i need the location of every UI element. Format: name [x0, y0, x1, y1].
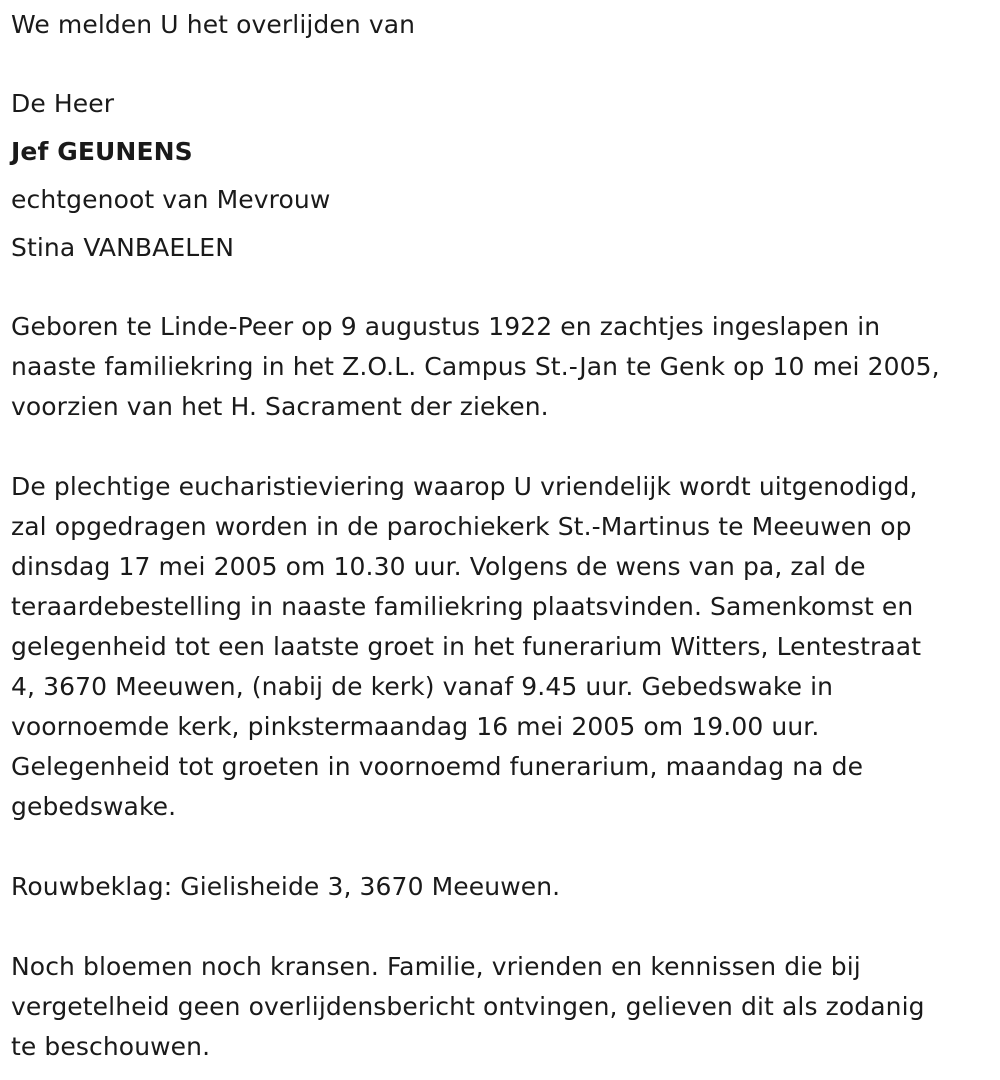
- paragraph-line: voornoemde kerk, pinkstermaandag 16 mei 2005 om 19.00 uur.: [11, 712, 820, 741]
- relation-text: echtgenoot van Mevrouw: [11, 185, 331, 214]
- paragraph-line: Noch bloemen noch kransen. Familie, vrienden en kennissen die bij: [11, 952, 861, 981]
- paragraph-line: voorzien van het H. Sacrament der zieken.: [11, 392, 549, 421]
- condolence-address: Rouwbeklag: Gielisheide 3, 3670 Meeuwen.: [11, 872, 561, 901]
- paragraph-line: gebedswake.: [11, 792, 177, 821]
- salutation: De Heer: [11, 89, 115, 118]
- paragraph-line: gelegenheid tot een laatste groet in het funerarium Witters, Lentestraat: [11, 632, 922, 661]
- paragraph-line: Geboren te Linde-Peer op 9 augustus 1922 en zachtjes ingeslapen in: [11, 312, 881, 341]
- closing-paragraph: [11, 947, 996, 1067]
- paragraph-line: zal opgedragen worden in de parochiekerk St.-Martinus te Meeuwen op: [11, 512, 912, 541]
- paragraph-line: dinsdag 17 mei 2005 om 10.30 uur. Volgens de wens van pa, zal de: [11, 552, 866, 581]
- paragraph-line: De plechtige eucharistieviering waarop U vriendelijk wordt uitgenodigd,: [11, 472, 918, 501]
- spouse-name: Stina VANBAELEN: [11, 233, 235, 262]
- deceased-name: Jef GEUNENS: [11, 137, 193, 166]
- intro-text: We melden U het overlijden van: [11, 10, 416, 39]
- paragraph-line: te beschouwen.: [11, 1032, 211, 1061]
- paragraph-line: teraardebestelling in naaste familiekring plaatsvinden. Samenkomst en: [11, 592, 914, 621]
- service-paragraph: [11, 467, 996, 827]
- paragraph-line: vergetelheid geen overlijdensbericht ontvingen, gelieven dit als zodanig: [11, 992, 925, 1021]
- death-notice: [11, 0, 996, 1067]
- paragraph-line: 4, 3670 Meeuwen, (nabij de kerk) vanaf 9.45 uur. Gebedswake in: [11, 672, 834, 701]
- paragraph-line: naaste familiekring in het Z.O.L. Campus St.-Jan te Genk op 10 mei 2005,: [11, 352, 940, 381]
- paragraph-line: Gelegenheid tot groeten in voornoemd funerarium, maandag na de: [11, 752, 864, 781]
- birth-paragraph: [11, 307, 996, 427]
